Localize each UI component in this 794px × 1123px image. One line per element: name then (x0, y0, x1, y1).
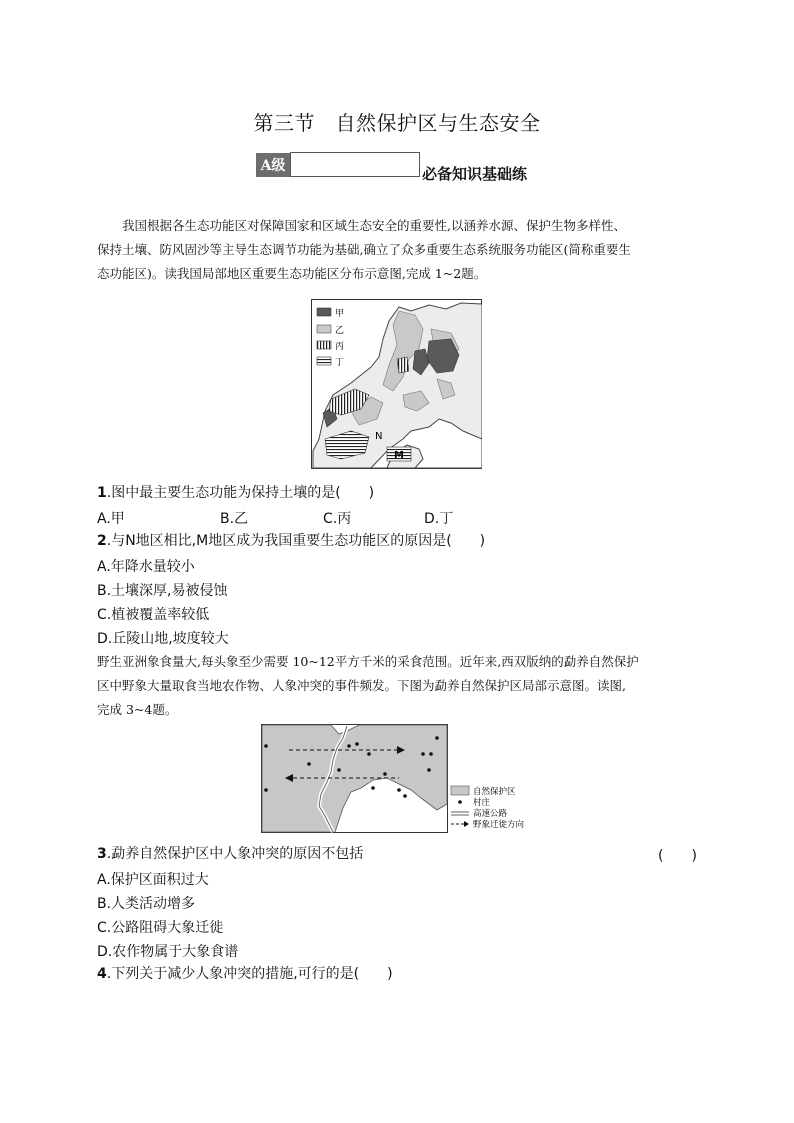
legend-ding-label: 丁 (335, 358, 345, 368)
question-1 (97, 484, 374, 502)
question-3-stem: .勐养自然保护区中人象冲突的原因不包括 (106, 846, 364, 862)
q1-option-a: A.甲 (97, 511, 125, 527)
village-dot (367, 752, 371, 756)
village-dot (264, 788, 268, 792)
q3-option-b: B.人类活动增多 (97, 896, 196, 912)
intro-paragraph-2 (97, 650, 697, 722)
level-name-box (290, 152, 420, 177)
intro-1-line-3: 态功能区)。读我国局部地区重要生态功能区分布示意图,完成 1~2题。 (97, 266, 487, 281)
map1-label-m: M (394, 450, 404, 461)
intro-1-line-2: 保持土壤、防风固沙等主导生态调节功能为基础,确立了众多重要生态系统服务功能区(简称重要生 (97, 242, 631, 257)
question-4-stem: .下列关于减少人象冲突的措施,可行的是( ) (106, 966, 393, 982)
intro-2-line-1: 野生亚洲象食量大,每头象至少需要 10~12平方千米的采食范围。近年来,西双版纳的勐养自然保护 (97, 654, 639, 669)
mengyang-reserve-map (261, 724, 537, 834)
question-2-number: 2 (97, 533, 107, 549)
village-dot (427, 768, 431, 772)
q2-option-c: C.植被覆盖率较低 (97, 607, 210, 623)
question-1-stem: .图中最主要生态功能为保持土壤的是( ) (106, 485, 375, 501)
level-title: 必备知识基础练 (422, 165, 528, 183)
q2-option-a: A.年降水量较小 (97, 559, 195, 575)
village-dot (264, 744, 268, 748)
q2-option-b: B.土壤深厚,易被侵蚀 (97, 583, 228, 599)
question-3-answer-paren: ( ) (658, 848, 697, 864)
question-4-number: 4 (97, 966, 107, 982)
legend-bing-swatch (317, 341, 331, 349)
legend-village-swatch (458, 800, 462, 804)
question-3 (97, 845, 363, 863)
intro-2-line-3: 完成 3~4题。 (97, 702, 178, 717)
q2-option-d: D.丘陵山地,坡度较大 (97, 631, 229, 647)
village-dot (421, 752, 425, 756)
section-title: 第三节 自然保护区与生态安全 (253, 111, 541, 135)
q3-option-a: A.保护区面积过大 (97, 872, 209, 888)
intro-paragraph-1 (97, 214, 697, 286)
legend-village-label: 村庄 (473, 798, 491, 808)
question-4 (97, 965, 393, 983)
legend-bing-label: 丙 (335, 342, 345, 352)
q3-option-d: D.农作物属于大象食谱 (97, 944, 239, 960)
ecological-zones-map (311, 299, 482, 469)
intro-1-line-1: 我国根据各生态功能区对保障国家和区域生态安全的重要性,以涵养水源、保护生物多样性、 (122, 218, 626, 233)
village-dot (429, 752, 433, 756)
question-2-stem: .与N地区相比,M地区成为我国重要生态功能区的原因是( ) (106, 533, 486, 549)
q1-option-d: D.丁 (424, 511, 454, 527)
level-badge: A级 (256, 153, 290, 177)
q3-option-c: C.公路阻碍大象迁徙 (97, 920, 224, 936)
village-dot (337, 768, 341, 772)
village-dot (347, 744, 351, 748)
village-dot (307, 762, 311, 766)
legend-migration-label: 野象迁徙方向 (473, 820, 525, 830)
legend-reserve-swatch (451, 786, 469, 795)
village-dot (371, 786, 375, 790)
legend-yi-swatch (317, 325, 331, 333)
legend-migration-arrowhead (464, 821, 469, 827)
q1-option-b: B.乙 (220, 511, 249, 527)
map1-label-n: N (375, 431, 383, 442)
village-dot (397, 788, 401, 792)
question-2 (97, 532, 485, 550)
zone-bing-2 (397, 357, 409, 373)
legend-reserve-label: 自然保护区 (473, 787, 516, 797)
q1-option-c: C.丙 (323, 511, 352, 527)
legend-jia-swatch (317, 308, 331, 316)
question-3-number: 3 (97, 846, 107, 862)
village-dot (355, 742, 359, 746)
village-dot (403, 794, 407, 798)
village-dot (383, 772, 387, 776)
legend-jia-label: 甲 (335, 309, 345, 319)
legend-ding-swatch (317, 357, 331, 365)
legend-yi-label: 乙 (335, 326, 345, 336)
village-dot (435, 736, 439, 740)
legend-highway-label: 高速公路 (473, 809, 508, 819)
intro-2-line-2: 区中野象大量取食当地农作物、人象冲突的事件频发。下图为勐养自然保护区局部示意图。读图, (97, 678, 626, 693)
question-1-number: 1 (97, 485, 107, 501)
